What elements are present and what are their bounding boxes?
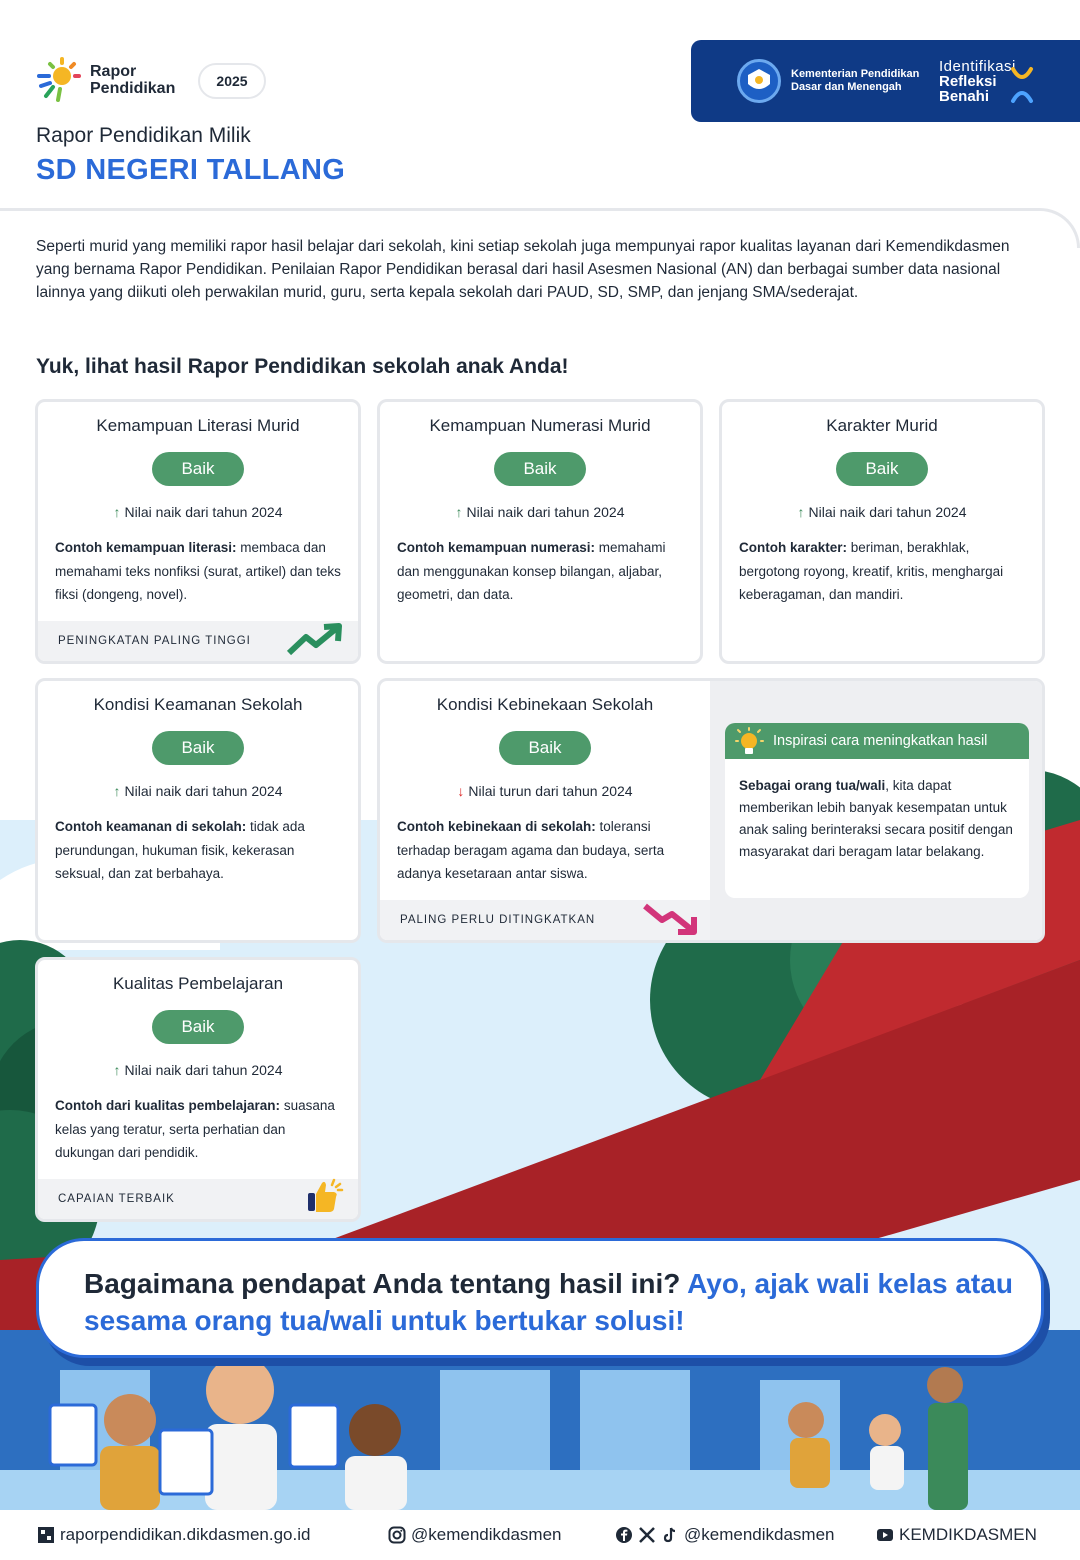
footer-label: CAPAIAN TERBAIK [58, 1193, 175, 1205]
card-description [55, 815, 342, 886]
desc-label: Contoh kemampuan numerasi: [397, 540, 596, 555]
ministry-seal-icon [737, 59, 781, 103]
inspiration-box [725, 723, 1029, 898]
footer-website[interactable] [37, 1525, 310, 1545]
page-subtitle: Rapor Pendidikan Milik [36, 124, 251, 147]
ministry-banner [691, 40, 1080, 122]
school-name: SD NEGERI TALLANG [36, 154, 346, 186]
card-karakter [719, 399, 1045, 664]
desc-label: Contoh kemampuan literasi: [55, 540, 237, 555]
footer-instagram[interactable] [388, 1525, 562, 1545]
cta-question: Bagaimana pendapat Anda tentang hasil ini? [84, 1268, 688, 1299]
desc-text: memahami dan menggunakan konsep bilangan, aljabar, geometri, dan data. [397, 540, 666, 602]
footer-bar [0, 1510, 1080, 1560]
logo-line-1: Rapor [90, 63, 137, 80]
trend-text [38, 504, 358, 520]
card-footer [38, 1179, 358, 1219]
desc-text: beriman, berakhlak, bergotong royong, kreatif, kritis, menghargai keberagaman, dan mandiri. [739, 540, 1004, 602]
header-divider [0, 208, 1040, 211]
card-kebinekaan [377, 678, 1045, 943]
footer-label: PALING PERLU DITINGKATKAN [400, 914, 596, 926]
cta-banner [36, 1238, 1044, 1358]
arrow-down-icon: ↓ [457, 783, 465, 799]
desc-text: tidak ada perundungan, hukuman fisik, kekerasan seksual, dan zat berbahaya. [55, 819, 305, 881]
card-numerasi [377, 399, 703, 664]
desc-text: toleransi terhadap beragam agama dan budaya, serta adanya kesetaraan antar siswa. [397, 819, 665, 881]
lightbulb-icon [735, 727, 767, 759]
status-badge: Baik [152, 1010, 244, 1044]
desc-label: Contoh keamanan di sekolah: [55, 819, 247, 834]
status-badge: Baik [836, 452, 928, 486]
trend-label: Nilai naik dari tahun 2024 [124, 504, 283, 520]
rapor-pendidikan-logo [36, 56, 175, 104]
year-badge: 2025 [198, 63, 266, 99]
cta-invite: Ayo, ajak wali kelas atau sesama orang tua/wali untuk bertukar solusi! [84, 1268, 1013, 1336]
social-handle[interactable]: @kemendikdasmen [684, 1525, 835, 1544]
instagram-icon [388, 1526, 406, 1544]
trend-text [722, 504, 1042, 520]
website-icon [37, 1526, 55, 1544]
arrow-up-icon: ↑ [113, 1062, 121, 1078]
trend-text [38, 1062, 358, 1078]
desc-text: membaca dan memahami teks nonfiksi (surat, artikel) dan teks fiksi (dongeng, novel). [55, 540, 341, 602]
card-title: Kondisi Kebinekaan Sekolah [436, 695, 654, 714]
card-kualitas-pembelajaran [35, 957, 361, 1222]
irb-line-1: Identifikasi [939, 57, 1016, 75]
arrow-up-icon: ↑ [797, 504, 805, 520]
card-description [55, 536, 342, 607]
status-badge: Baik [494, 452, 586, 486]
thumbs-up-icon [304, 1177, 344, 1215]
irb-line-3: Benahi [939, 87, 990, 105]
card-keamanan [35, 678, 361, 943]
trend-text [38, 783, 358, 799]
card-title: Kemampuan Literasi Murid [96, 416, 300, 435]
card-title: Kondisi Keamanan Sekolah [93, 695, 303, 714]
inspiration-header [725, 723, 1029, 759]
card-title: Kemampuan Numerasi Murid [429, 416, 651, 435]
section-title: Yuk, lihat hasil Rapor Pendidikan sekolah anak Anda! [36, 355, 569, 378]
irb-logo [939, 59, 1016, 104]
card-description [739, 536, 1026, 607]
sun-logo-icon [36, 56, 84, 104]
trend-label: Nilai naik dari tahun 2024 [808, 504, 967, 520]
desc-label: Contoh kebinekaan di sekolah: [397, 819, 596, 834]
desc-label: Contoh karakter: [739, 540, 848, 555]
card-description [55, 1094, 342, 1165]
youtube-icon [876, 1526, 894, 1544]
desc-label: Contoh dari kualitas pembelajaran: [55, 1098, 281, 1113]
facebook-icon [615, 1526, 633, 1544]
trend-up-icon [286, 623, 344, 657]
card-footer [380, 900, 710, 940]
card-description [397, 536, 684, 607]
ministry-name: Kementerian Pendidikan Dasar dan Menengah [791, 68, 920, 93]
card-description [397, 815, 694, 886]
card-title: Karakter Murid [826, 416, 938, 435]
card-footer [38, 621, 358, 661]
trend-label: Nilai naik dari tahun 2024 [124, 783, 283, 799]
footer-youtube[interactable] [876, 1525, 1037, 1545]
trend-down-icon [642, 902, 700, 936]
trend-text [380, 783, 710, 799]
desc-text: suasana kelas yang teratur, serta perhatian dan dukungan dari pendidik. [55, 1098, 335, 1160]
trend-label: Nilai naik dari tahun 2024 [124, 1062, 283, 1078]
status-badge: Baik [152, 452, 244, 486]
x-icon [638, 1526, 656, 1544]
youtube-channel[interactable]: KEMDIKDASMEN [899, 1525, 1037, 1544]
trend-label: Nilai turun dari tahun 2024 [468, 783, 633, 799]
footer-label: PENINGKATAN PALING TINGGI [58, 635, 251, 647]
card-literasi [35, 399, 361, 664]
card-title: Kualitas Pembelajaran [112, 974, 284, 993]
intro-paragraph: Seperti murid yang memiliki rapor hasil belajar dari sekolah, kini setiap sekolah juga mempunyai rapor kualitas layanan dari Kemendikdasmen yang bernama Rapor Pendidikan. Penilaian Rapor Pendidikan berasal dari hasil Asesmen Nasional (AN) dan berbagai sumber data nasional lainnya yang diikuti oleh perwakilan murid, guru, serta kepala sekolah dari PAUD, SD, SMP, dan jenjang SMA/sederajat. [36, 238, 1010, 301]
status-badge: Baik [499, 731, 591, 765]
footer-social[interactable] [615, 1525, 835, 1545]
arrow-up-icon: ↑ [113, 504, 121, 520]
inspiration-title: Inspirasi cara meningkatkan hasil [773, 733, 988, 749]
tiktok-icon [661, 1526, 679, 1544]
irb-line-2: Refleksi [939, 72, 997, 90]
trend-label: Nilai naik dari tahun 2024 [466, 504, 625, 520]
irb-arc-icon [1009, 59, 1035, 103]
logo-line-2: Pendidikan [90, 80, 176, 97]
website-link[interactable]: raporpendidikan.dikdasmen.go.id [60, 1525, 311, 1544]
status-badge: Baik [152, 731, 244, 765]
arrow-up-icon: ↑ [455, 504, 463, 520]
instagram-handle[interactable]: @kemendikdasmen [411, 1525, 562, 1544]
inspiration-text: Sebagai orang tua/wali, kita dapat memberikan lebih banyak kesempatan untuk anak saling berinteraksi secara positif dengan masyarakat dari beragam latar belakang. [739, 778, 1013, 859]
arrow-up-icon: ↑ [113, 783, 121, 799]
trend-text [380, 504, 700, 520]
